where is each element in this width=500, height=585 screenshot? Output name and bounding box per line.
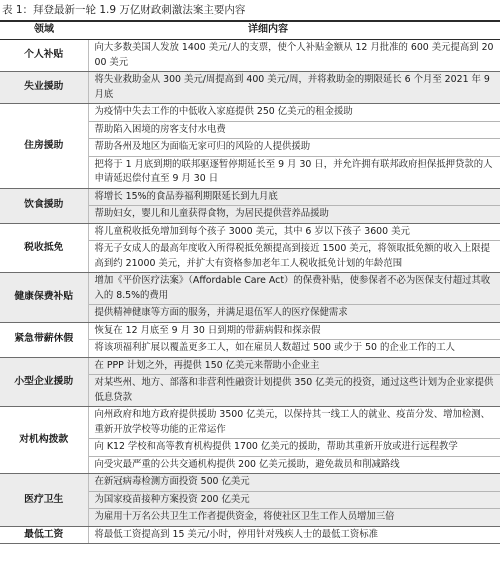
table-row bbox=[0, 474, 500, 492]
table-row bbox=[0, 407, 500, 439]
detail-cell: 提供精神健康等方面的服务，并满足退伍军人的医疗保健需求 bbox=[88, 305, 500, 323]
category-cell: 最低工资 bbox=[0, 526, 88, 544]
detail-cell: 将增长 15%的食品券福利期限延长到九月底 bbox=[88, 188, 500, 206]
table-row bbox=[0, 104, 500, 122]
table-row bbox=[0, 357, 500, 375]
category-cell: 饮食援助 bbox=[0, 188, 88, 223]
table-row bbox=[0, 188, 500, 206]
category-cell: 失业援助 bbox=[0, 72, 88, 104]
detail-cell: 将儿童税收抵免增加到每个孩子 3000 美元，其中 6 岁以下孩子 3600 美元 bbox=[88, 223, 500, 241]
table-row bbox=[0, 526, 500, 544]
detail-cell: 增加《平价医疗法案》（Affordable Care Act）的保费补贴，使参保者不必为医保支付超过其收入的 8.5%的费用 bbox=[88, 273, 500, 305]
detail-cell: 向州政府和地方政府提供援助 3500 亿美元，以保持其一线工人的就业、疫苗分发、增加检测、重新开放学校等功能的正常运作 bbox=[88, 407, 500, 439]
detail-cell: 将失业救助金从 300 美元/周提高到 400 美元/周，并将救助金的期限延长 6 个月至 2021 年 9 月底 bbox=[88, 72, 500, 104]
detail-cell: 帮助陷入困境的房客支付水电费 bbox=[88, 121, 500, 139]
detail-cell: 对某些州、地方、部落和非营利性融资计划提供 350 亿美元的投资，通过这些计划为企业家提供低息贷款 bbox=[88, 375, 500, 407]
header-category: 领域 bbox=[0, 21, 88, 40]
table-caption: 表 1：拜登最新一轮 1.9 万亿财政刺激法案主要内容 bbox=[2, 4, 246, 16]
category-cell: 小型企业援助 bbox=[0, 357, 88, 407]
detail-cell: 为雇用十万名公共卫生工作者提供资金，将使社区卫生工作人员增加三倍 bbox=[88, 509, 500, 527]
detail-cell: 将最低工资提高到 15 美元/小时，停用针对残疾人士的最低工资标准 bbox=[88, 526, 500, 544]
detail-cell: 将无子女成人的最高年度收入所得税抵免额提高到接近 1500 美元，将领取抵免额的收入上限提高到约 21000 美元，并扩大有资格参加老年工人税收抵免计划的年龄范围 bbox=[88, 241, 500, 273]
policy-table bbox=[0, 20, 500, 544]
detail-cell: 向受灾最严重的公共交通机构提供 200 亿美元援助，避免裁员和削减路线 bbox=[88, 456, 500, 474]
detail-cell: 将该项福利扩展以覆盖更多工人，如在雇员人数超过 500 或少于 50 的企业工作的工人 bbox=[88, 340, 500, 358]
table-header-row bbox=[0, 21, 500, 40]
category-cell: 住房援助 bbox=[0, 104, 88, 189]
category-cell: 医疗卫生 bbox=[0, 474, 88, 527]
category-cell: 税收抵免 bbox=[0, 223, 88, 273]
detail-cell: 在 PPP 计划之外，再提供 150 亿美元来帮助小企业主 bbox=[88, 357, 500, 375]
detail-cell: 向大多数美国人发放 1400 美元/人的支票，使个人补贴金额从 12 月批准的 600 美元提高到 2000 美元 bbox=[88, 40, 500, 72]
header-details: 详细内容 bbox=[88, 21, 500, 40]
table-body bbox=[0, 40, 500, 544]
table-row bbox=[0, 72, 500, 104]
table-row bbox=[0, 40, 500, 72]
detail-cell: 帮助妇女，婴儿和儿童获得食物，为居民提供营养品援助 bbox=[88, 206, 500, 224]
table-row bbox=[0, 273, 500, 305]
detail-cell: 向 K12 学校和高等教育机构提供 1700 亿美元的援助，帮助其重新开放或进行远程教学 bbox=[88, 439, 500, 457]
detail-cell: 在新冠病毒检测方面投资 500 亿美元 bbox=[88, 474, 500, 492]
detail-cell: 帮助各州及地区为面临无家可归的风险的人提供援助 bbox=[88, 139, 500, 157]
category-cell: 健康保费补贴 bbox=[0, 273, 88, 323]
table-row bbox=[0, 223, 500, 241]
detail-cell: 为国家疫苗接种方案投资 200 亿美元 bbox=[88, 491, 500, 509]
detail-cell: 把将于 1 月底到期的联邦驱逐暂停期延长至 9 月 30 日，并允许拥有联邦政府担保抵押贷款的人申请延迟偿付直至 9 月 30 日 bbox=[88, 156, 500, 188]
detail-cell: 恢复在 12 月底至 9 月 30 日到期的带薪病假和探亲假 bbox=[88, 322, 500, 340]
category-cell: 紧急带薪休假 bbox=[0, 322, 88, 357]
detail-cell: 为疫情中失去工作的中低收入家庭提供 250 亿美元的租金援助 bbox=[88, 104, 500, 122]
category-cell: 个人补贴 bbox=[0, 40, 88, 72]
category-cell: 对机构拨款 bbox=[0, 407, 88, 474]
table-row bbox=[0, 322, 500, 340]
